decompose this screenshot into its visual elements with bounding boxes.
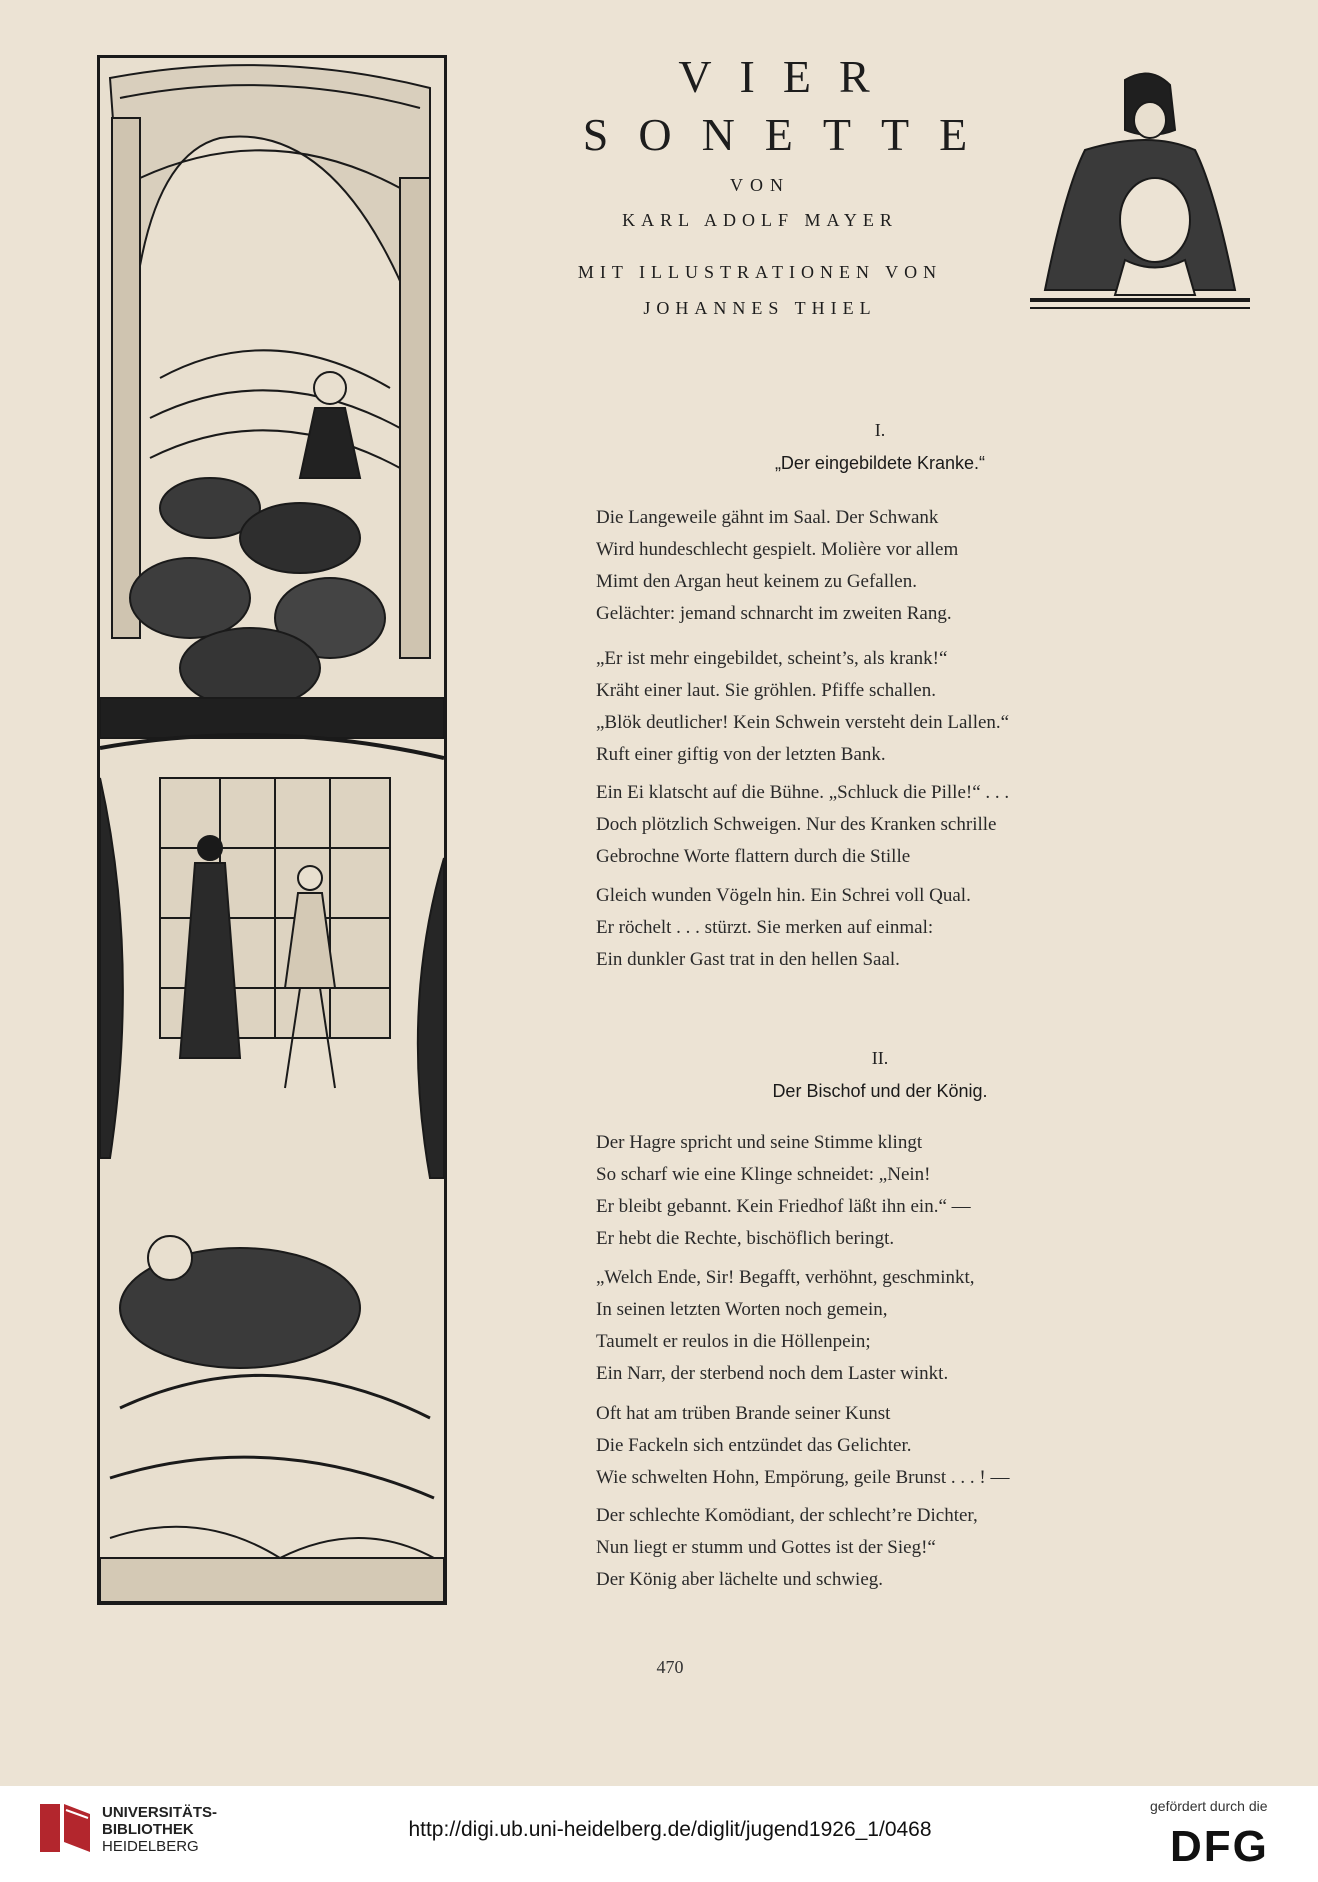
verse-line: Der König aber lächelte und schwieg. xyxy=(596,1569,884,1590)
verse-line: Ein dunkler Gast trat in den hellen Saal. xyxy=(596,949,900,970)
theater-illustration xyxy=(97,55,447,1605)
verse-line: „Welch Ende, Sir! Begafft, verhöhnt, geschminkt, xyxy=(596,1267,975,1288)
illustrator-credit-2: JOHANNES THIEL xyxy=(643,298,877,318)
footer-bar xyxy=(0,1786,1318,1882)
library-name-line-2: BIBLIOTHEK xyxy=(102,1821,194,1838)
verse-line: Doch plötzlich Schweigen. Nur des Kranken schrille xyxy=(596,814,997,835)
sonnet-2-stanza-3 xyxy=(596,1398,1236,1494)
verse-line: Gebrochne Worte flattern durch die Stille xyxy=(596,846,911,867)
library-name xyxy=(102,1804,217,1855)
library-name-line-1: UNIVERSITÄTS- xyxy=(102,1804,218,1821)
verse-line: Er bleibt gebannt. Kein Friedhof läßt ihn ein.“ — xyxy=(596,1196,971,1217)
verse-line: Er röchelt . . . stürzt. Sie merken auf einmal: xyxy=(596,917,934,938)
sonnet-2-stanza-1 xyxy=(596,1127,1236,1255)
verse-line: Nun liegt er stumm und Gottes ist der Sieg!“ xyxy=(596,1537,936,1558)
title-line-2: SONETTE xyxy=(582,109,998,160)
portrait-vignette xyxy=(1025,60,1255,325)
verse-line: Ein Narr, der sterbend noch dem Laster winkt. xyxy=(596,1363,949,1384)
verse-line: Wie schwelten Hohn, Empörung, geile Brunst . . . ! — xyxy=(596,1467,1010,1488)
verse-line: In seinen letzten Worten noch gemein, xyxy=(596,1299,888,1320)
source-url-link[interactable]: http://digi.ub.uni-heidelberg.de/diglit/jugend1926_1/0468 xyxy=(408,1818,932,1841)
sonnet-2-stanza-2 xyxy=(596,1262,1236,1390)
verse-line: Oft hat am trüben Brande seiner Kunst xyxy=(596,1403,891,1424)
sonnet-2-number: II. xyxy=(871,1048,889,1068)
verse-line: Mimt den Argan heut keinem zu Gefallen. xyxy=(596,571,917,592)
verse-line: Kräht einer laut. Sie gröhlen. Pfiffe schallen. xyxy=(596,680,936,701)
illustration-drawing xyxy=(100,58,444,1602)
verse-line: Wird hundeschlecht gespielt. Molière vor allem xyxy=(596,539,959,560)
dfg-logo: DFG xyxy=(1170,1822,1269,1871)
sonnet-1-title: „Der eingebildete Kranke.“ xyxy=(774,453,986,473)
sonnet-1-stanza-4 xyxy=(596,880,1236,976)
funding-label: gefördert durch die xyxy=(1150,1798,1268,1814)
verse-line: „Er ist mehr eingebildet, scheint’s, als krank!“ xyxy=(596,648,948,669)
sonnet-1-stanza-3 xyxy=(596,777,1236,873)
verse-line: Taumelt er reulos in die Höllenpein; xyxy=(596,1331,871,1352)
verse-line: Der schlechte Komödiant, der schlecht’re Dichter, xyxy=(596,1505,978,1526)
page-number: 470 xyxy=(656,1657,684,1677)
sonnet-1-number: I. xyxy=(874,420,886,440)
sonnet-2-stanza-4 xyxy=(596,1500,1236,1596)
byline-von: VON xyxy=(730,175,790,195)
verse-line: Gelächter: jemand schnarcht im zweiten Rang. xyxy=(596,603,952,624)
verse-line: „Blök deutlicher! Kein Schwein versteht dein Lallen.“ xyxy=(596,712,1010,733)
verse-line: Die Langeweile gähnt im Saal. Der Schwank xyxy=(596,507,939,528)
verse-line: Der Hagre spricht und seine Stimme klingt xyxy=(596,1132,923,1153)
author-name: KARL ADOLF MAYER xyxy=(622,210,898,230)
sonnet-2-title: Der Bischof und der König. xyxy=(772,1081,988,1101)
illustrator-credit-1: MIT ILLUSTRATIONEN VON xyxy=(577,262,943,282)
verse-line: Ruft einer giftig von der letzten Bank. xyxy=(596,744,886,765)
sonnet-1-stanza-1 xyxy=(596,502,1236,630)
verse-line: Gleich wunden Vögeln hin. Ein Schrei voll Qual. xyxy=(596,885,971,906)
title-line-1: VIER xyxy=(678,51,898,102)
vignette-drawing xyxy=(1025,60,1255,325)
verse-line: Ein Ei klatscht auf die Bühne. „Schluck die Pille!“ . . . xyxy=(596,782,1010,803)
library-name-line-3: HEIDELBERG xyxy=(102,1838,199,1855)
verse-line: Die Fackeln sich entzündet das Gelichter. xyxy=(596,1435,912,1456)
verse-line: Er hebt die Rechte, bischöflich beringt. xyxy=(596,1228,895,1249)
verse-line: So scharf wie eine Klinge schneidet: „Nein! xyxy=(596,1164,931,1185)
sonnet-1-stanza-2 xyxy=(596,643,1236,771)
library-logo-icon xyxy=(36,1798,94,1858)
